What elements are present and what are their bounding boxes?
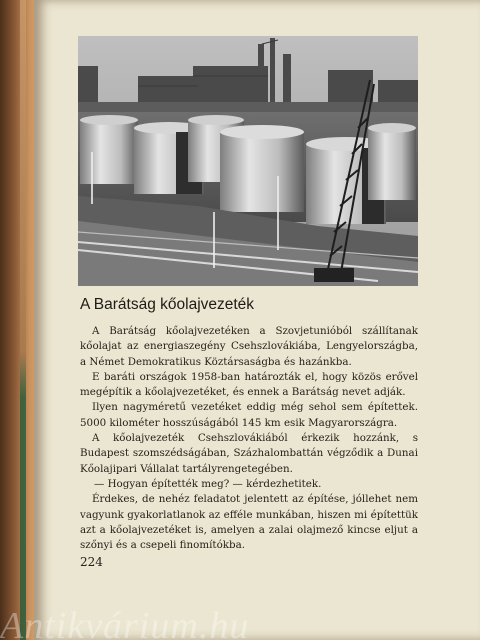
paragraph: E baráti országok 1958-ban határozták el, hogy közös erővel megépítik a kőolajvezetéket, és ennek a Barátság nevet adják. <box>80 370 418 399</box>
paragraph: A Barátság kőolajvezetéken a Szovjetunióból szállítanak kőolajat az energiaszegény Csehszlovákiába, Lengyelországba, a Német Demokratikus Köztársaságba és hazánkba. <box>80 325 418 368</box>
page-number: 224 <box>80 555 103 569</box>
paragraph-dialogue: — Hogyan építették meg? — kérdezhetitek. <box>94 477 322 490</box>
spine-bookmark-ribbon <box>20 0 26 640</box>
article-body <box>80 324 418 553</box>
article-heading: A Barátság kőolajvezeték <box>80 296 255 313</box>
paragraph: Ilyen nagyméretű vezetéket eddig még sehol sem építettek. 5000 kilométer hosszúságából 145 km esik Magyarországra. <box>80 401 418 429</box>
paragraph: A kőolajvezeték Csehszlovákiából érkezik hozzánk, s Budapest szomszédságában, Százhalombattán végződik a Dunai Kőolajipari Vállalat tartályrengetegében. <box>80 432 418 475</box>
watermark: Antikvárium.hu <box>0 605 250 640</box>
oil-tank-farm-photo <box>78 36 418 286</box>
paragraph: Érdekes, de nehéz feladatot jelentett az építése, jóllehet nem vagyunk gyakorlatlanok az efféle munkában, hiszen mi építettük azt a kőolajvezetéket is, amelyen a zalai olajmező kincse eljut a szőnyi és a csepeli finomítókba. <box>80 493 418 552</box>
